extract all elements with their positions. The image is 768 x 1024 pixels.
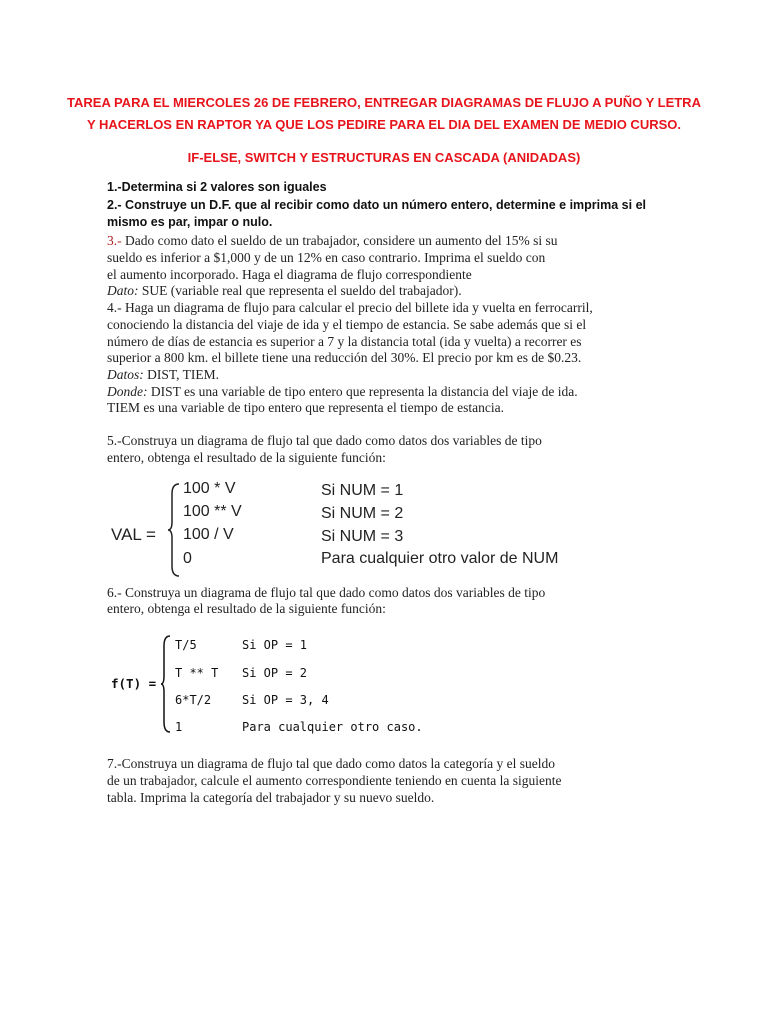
exercise-3-line1 — [107, 233, 557, 249]
formula-ft-cond-1: Si OP = 1 — [242, 638, 308, 652]
exercise-2-line2: mismo es par, impar o nulo. — [107, 215, 273, 229]
formula-val-cond-1: Si NUM = 1 — [321, 482, 404, 499]
formula-ft-cond-2: Si OP = 2 — [242, 666, 308, 680]
data-label: Dato: — [107, 283, 139, 298]
curly-brace-icon — [167, 482, 181, 578]
exercise-4-line7: TIEM es una variable de tipo entero que representa el tiempo de estancia. — [107, 400, 504, 415]
formula-ft-expr-4: 1 — [175, 720, 183, 734]
data-text: SUE (variable real que representa el sueldo del trabajador). — [138, 283, 462, 298]
section-subtitle: IF-ELSE, SWITCH Y ESTRUCTURAS EN CASCADA (ANIDADAS) — [187, 150, 581, 165]
formula-val-expr-1: 100 * V — [183, 480, 236, 497]
exercise-3-line2: sueldo es inferior a $1,000 y de un 12% en caso contrario. Imprima el sueldo con — [107, 250, 546, 265]
datos-label: Datos: — [107, 367, 144, 382]
exercise-5-line1: 5.-Construya un diagrama de flujo tal que dado como datos dos variables de tipo — [107, 433, 542, 448]
formula-val-cond-4: Para cualquier otro valor de NUM — [321, 550, 559, 567]
assignment-header-line1: TAREA PARA EL MIERCOLES 26 DE FEBRERO, ENTREGAR DIAGRAMAS DE FLUJO A PUÑO Y LETRA — [67, 95, 701, 110]
formula-val — [105, 478, 565, 580]
formula-val-cond-2: Si NUM = 2 — [321, 505, 404, 522]
formula-val-lhs: VAL = — [111, 525, 156, 544]
formula-ft-cond-4: Para cualquier otro caso. — [242, 720, 423, 734]
exercise-4-where — [107, 384, 578, 400]
formula-ft-expr-3: 6*T/2 — [175, 693, 212, 707]
exercise-5-line2: entero, obtenga el resultado de la siguiente función: — [107, 450, 386, 465]
curly-brace-icon — [160, 634, 172, 734]
exercise-6-line2: entero, obtenga el resultado de la siguiente función: — [107, 601, 386, 616]
exercise-3-data — [107, 283, 462, 299]
formula-ft-lhs: f(T) = — [111, 676, 157, 691]
formula-val-expr-2: 100 ** V — [183, 503, 242, 520]
donde-label: Donde: — [107, 384, 148, 399]
datos-text: DIST, TIEM. — [143, 367, 219, 382]
exercise-3-number: 3.- — [107, 233, 122, 248]
exercise-7-line1: 7.-Construya un diagrama de flujo tal que dado como datos la categoría y el sueldo — [107, 756, 555, 771]
formula-ft-cond-3: Si OP = 3, 4 — [242, 693, 329, 707]
formula-ft-expr-2: T ** T — [175, 666, 219, 680]
formula-ft — [105, 630, 465, 740]
exercise-7-line3: tabla. Imprima la categoría del trabajador y su nuevo sueldo. — [107, 790, 435, 805]
formula-val-expr-3: 100 / V — [183, 526, 234, 543]
donde-text: DIST es una variable de tipo entero que representa la distancia del viaje de ida. — [147, 384, 578, 399]
exercise-4-data — [107, 367, 219, 383]
exercise-4-line3: número de días de estancia es superior a 7 y la distancia total (ida y vuelta) a recorrer es — [107, 334, 582, 349]
exercise-4-line4: superior a 800 km. el billete tiene una reducción del 30%. El precio por km es de $0.23. — [107, 350, 582, 365]
exercise-4-line1: 4.- Haga un diagrama de flujo para calcular el precio del billete ida y vuelta en ferrocarril, — [107, 300, 593, 315]
formula-ft-expr-1: T/5 — [175, 638, 197, 652]
formula-val-cond-3: Si NUM = 3 — [321, 528, 404, 545]
formula-val-expr-4: 0 — [183, 550, 192, 567]
exercise-7-line2: de un trabajador, calcule el aumento correspondiente teniendo en cuenta la siguiente — [107, 773, 562, 788]
exercise-3-text: Dado como dato el sueldo de un trabajador, considere un aumento del 15% si su — [121, 233, 558, 248]
exercise-4-line2: conociendo la distancia del viaje de ida y el tiempo de estancia. Se sabe además que si el — [107, 317, 587, 332]
exercise-6-line1: 6.- Construya un diagrama de flujo tal que dado como datos dos variables de tipo — [107, 585, 546, 600]
assignment-header-line2: Y HACERLOS EN RAPTOR YA QUE LOS PEDIRE PARA EL DIA DEL EXAMEN DE MEDIO CURSO. — [86, 117, 681, 132]
exercise-3-line3: el aumento incorporado. Haga el diagrama de flujo correspondiente — [107, 267, 472, 282]
exercise-1: 1.-Determina si 2 valores son iguales — [107, 180, 327, 194]
exercise-2-line1: 2.- Construye un D.F. que al recibir como dato un número entero, determine e imprima si el — [107, 198, 647, 212]
